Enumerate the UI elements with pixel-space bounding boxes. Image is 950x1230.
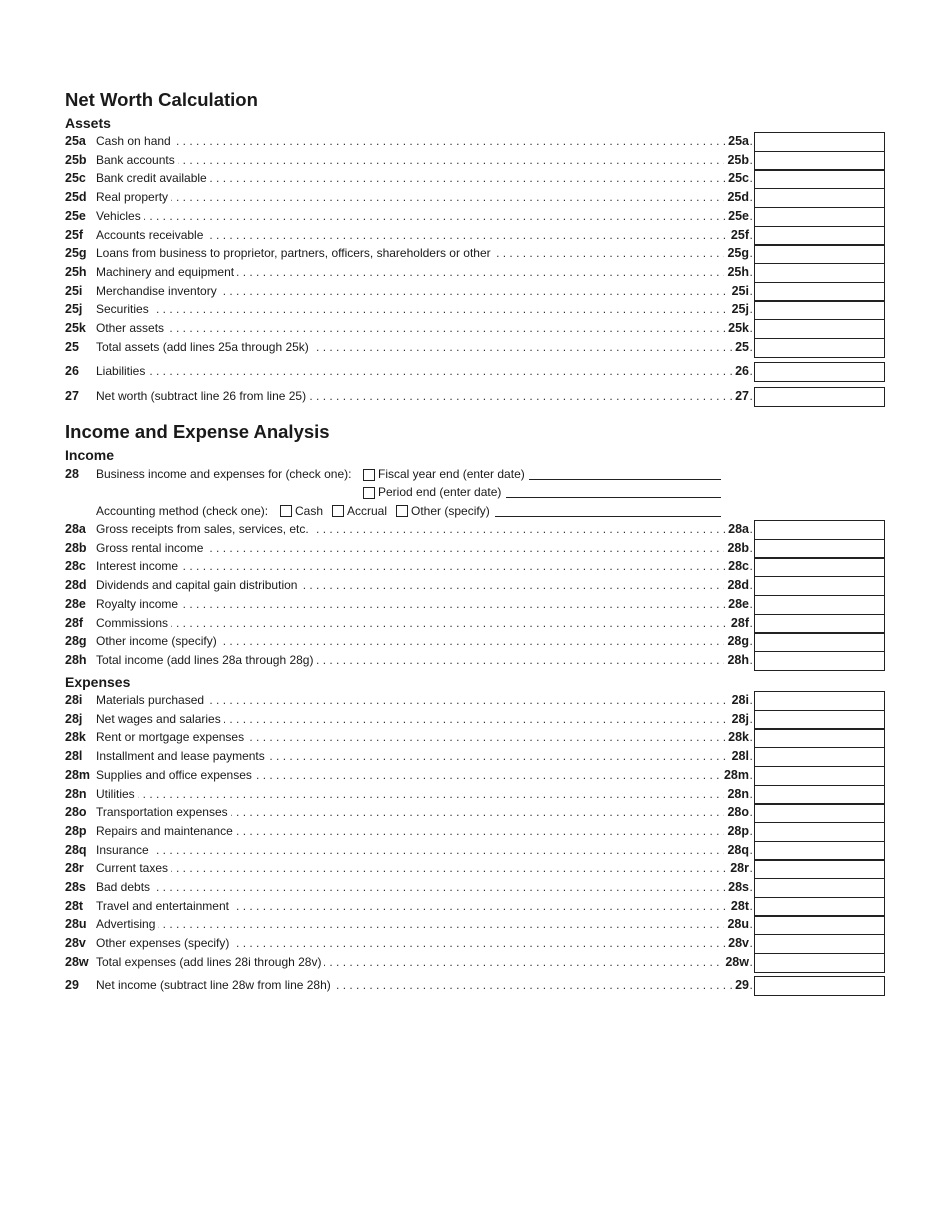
form-line-25b <box>65 151 885 170</box>
line-number: 28e <box>65 596 86 611</box>
line-label: Current taxes <box>96 861 171 875</box>
form-line-25a <box>65 132 885 151</box>
expenses-heading: Expenses <box>65 674 131 690</box>
line-number: 28l <box>65 749 83 764</box>
line-label: Insurance <box>96 843 152 857</box>
line-ref: 28o <box>724 805 749 819</box>
form-line-25f <box>65 226 885 245</box>
line-number: 28o <box>65 805 87 820</box>
period-end-date-field[interactable] <box>506 497 721 498</box>
line-label: Installment and lease payments <box>96 749 268 763</box>
line-label: Interest income <box>96 559 181 573</box>
amount-input[interactable] <box>754 691 885 711</box>
form-line-25k <box>65 319 885 338</box>
form-line-28r <box>65 859 885 878</box>
line-ref: 26 <box>732 364 749 378</box>
line-number: 25j <box>65 302 83 317</box>
form-line-27 <box>65 387 885 406</box>
amount-input[interactable] <box>754 263 885 283</box>
period-end-checkbox[interactable] <box>363 487 375 499</box>
amount-input[interactable] <box>754 362 885 382</box>
form-line-25j <box>65 300 885 319</box>
line-number: 25c <box>65 171 86 186</box>
amount-input[interactable] <box>754 614 885 634</box>
amount-input[interactable] <box>754 244 885 264</box>
amount-input[interactable] <box>754 976 885 996</box>
amount-input[interactable] <box>754 387 885 407</box>
form-line-28n <box>65 785 885 804</box>
income-expense-title: Income and Expense Analysis <box>65 421 330 442</box>
form-line-25d <box>65 188 885 207</box>
line-label: Dividends and capital gain distribution <box>96 578 300 592</box>
line-ref: 25h <box>724 265 749 279</box>
form-line-28c <box>65 557 885 576</box>
form-line-28j <box>65 710 885 729</box>
line-label: Liabilities <box>96 364 148 378</box>
line-ref: 28b <box>724 541 749 555</box>
line-number: 28b <box>65 540 87 555</box>
line-number: 28m <box>65 767 91 782</box>
line-ref: 28p <box>724 824 749 838</box>
cash-checkbox[interactable] <box>280 505 292 517</box>
line-number: 25f <box>65 227 84 242</box>
line-ref: 28w <box>722 955 749 969</box>
amount-input[interactable] <box>754 803 885 823</box>
line-ref: 25a <box>725 134 749 148</box>
form-line-28s <box>65 878 885 897</box>
line-ref: 28l <box>729 749 749 763</box>
assets-heading: Assets <box>65 115 111 131</box>
form-line-25c <box>65 169 885 188</box>
line-label: Travel and entertainment <box>96 899 232 913</box>
line-number: 28d <box>65 578 87 593</box>
line-label: Other income (specify) <box>96 634 220 648</box>
amount-input[interactable] <box>754 841 885 861</box>
form-line-28u <box>65 915 885 934</box>
line-label: Machinery and equipment <box>96 265 237 279</box>
line-label: Commissions <box>96 616 171 630</box>
line-label: Materials purchased <box>96 693 207 707</box>
line-ref: 28n <box>724 787 749 801</box>
other-method-checkbox[interactable] <box>396 505 408 517</box>
line-28-number: 28 <box>65 467 79 481</box>
line-number: 26 <box>65 364 79 378</box>
line-ref: 28u <box>724 917 749 931</box>
line-label: Advertising <box>96 917 158 931</box>
line-label: Merchandise inventory <box>96 284 220 298</box>
form-line-29 <box>65 976 885 995</box>
form-line-28t <box>65 897 885 916</box>
line-number: 28n <box>65 786 87 801</box>
line-ref: 25 <box>732 340 749 354</box>
amount-input[interactable] <box>754 576 885 596</box>
line-ref: 25j <box>729 302 749 316</box>
line-ref: 28i <box>729 693 749 707</box>
line-ref: 28v <box>725 936 749 950</box>
amount-input[interactable] <box>754 338 885 358</box>
line-ref: 25b <box>724 153 749 167</box>
form-line-28m <box>65 766 885 785</box>
line-number: 25b <box>65 152 87 167</box>
form-line-25h <box>65 263 885 282</box>
form-line-28v <box>65 934 885 953</box>
form-line-25e <box>65 207 885 226</box>
form-line-28f <box>65 614 885 633</box>
amount-input[interactable] <box>754 728 885 748</box>
line-ref: 28h <box>724 653 749 667</box>
line-label: Repairs and maintenance <box>96 824 236 838</box>
line-label: Utilities <box>96 787 138 801</box>
line-number: 28j <box>65 711 83 726</box>
amount-input[interactable] <box>754 319 885 339</box>
amount-input[interactable] <box>754 557 885 577</box>
form-line-25i <box>65 282 885 301</box>
line-label: Net wages and salaries <box>96 712 224 726</box>
line-number: 28f <box>65 615 84 630</box>
line-label: Real property <box>96 190 171 204</box>
amount-input[interactable] <box>754 169 885 189</box>
net-worth-title: Net Worth Calculation <box>65 89 258 110</box>
line-number: 25d <box>65 190 87 205</box>
line-number: 28i <box>65 693 83 707</box>
amount-input[interactable] <box>754 151 885 171</box>
amount-input[interactable] <box>754 300 885 320</box>
line-label: Bank credit available <box>96 171 210 185</box>
accrual-label: Accrual <box>347 504 388 518</box>
amount-input[interactable] <box>754 785 885 805</box>
line-number: 25 <box>65 339 79 354</box>
line-number: 28v <box>65 936 86 951</box>
line-label: Vehicles <box>96 209 144 223</box>
amount-input[interactable] <box>754 226 885 246</box>
line-label: Net worth (subtract line 26 from line 25) <box>96 389 309 403</box>
line-label: Supplies and office expenses <box>96 768 255 782</box>
fiscal-year-checkbox[interactable] <box>363 469 375 481</box>
line-number: 28u <box>65 917 87 932</box>
line-ref: 28f <box>728 616 749 630</box>
amount-input[interactable] <box>754 539 885 559</box>
line-ref: 28s <box>725 880 749 894</box>
amount-input[interactable] <box>754 207 885 227</box>
line-ref: 25f <box>728 228 749 242</box>
line-label: Rent or mortgage expenses <box>96 730 247 744</box>
line-label: Net income (subtract line 28w from line 28h) <box>96 978 334 992</box>
line-number: 28t <box>65 898 84 913</box>
line-ref: 25c <box>725 171 749 185</box>
form-line-28g <box>65 632 885 651</box>
form-line-28l <box>65 747 885 766</box>
line-label: Other expenses (specify) <box>96 936 232 950</box>
line-ref: 28g <box>724 634 749 648</box>
line-number: 28q <box>65 842 87 857</box>
accounting-method-label: Accounting method (check one): <box>96 504 269 518</box>
line-ref: 25k <box>725 321 749 335</box>
line-ref: 28k <box>725 730 749 744</box>
income-heading: Income <box>65 447 115 463</box>
fiscal-year-date-field[interactable] <box>529 479 721 480</box>
line-ref: 25i <box>729 284 749 298</box>
line-label: Accounts receivable <box>96 228 206 242</box>
form-line-28i <box>65 691 885 710</box>
line-number: 25h <box>65 264 87 279</box>
form-line-28o <box>65 803 885 822</box>
line-label: Total expenses (add lines 28i through 28v) <box>96 955 324 969</box>
amount-input[interactable] <box>754 859 885 879</box>
amount-input[interactable] <box>754 710 885 730</box>
other-method-label: Other (specify) <box>411 504 490 518</box>
form-line-28a <box>65 520 885 539</box>
line-number: 27 <box>65 389 79 403</box>
line-ref: 28r <box>727 861 749 875</box>
line-number: 25k <box>65 321 86 335</box>
line-number: 28h <box>65 652 87 667</box>
line-number: 28r <box>65 861 84 876</box>
line-ref: 28q <box>724 843 749 857</box>
amount-input[interactable] <box>754 953 885 973</box>
line-number: 28p <box>65 823 87 838</box>
line-number: 28c <box>65 559 86 574</box>
amount-input[interactable] <box>754 822 885 842</box>
line-ref: 28d <box>724 578 749 592</box>
line-ref: 28c <box>725 559 749 573</box>
form-line-25 <box>65 338 885 357</box>
form-line-28k <box>65 728 885 747</box>
amount-input[interactable] <box>754 766 885 786</box>
line-ref: 28t <box>728 899 749 913</box>
line-number: 25i <box>65 283 83 298</box>
line-label: Gross receipts from sales, services, etc. <box>96 522 312 536</box>
line-ref: 27 <box>732 389 749 403</box>
line-label: Transportation expenses <box>96 805 231 819</box>
line-ref: 25e <box>725 209 749 223</box>
fiscal-year-label: Fiscal year end (enter date) <box>378 467 525 481</box>
line-label: Other assets <box>96 321 167 335</box>
line-ref: 25g <box>724 246 749 260</box>
form-line-28b <box>65 539 885 558</box>
amount-input[interactable] <box>754 595 885 615</box>
form-line-25g <box>65 244 885 263</box>
form-line-28w <box>65 953 885 972</box>
line-number: 25g <box>65 246 87 261</box>
amount-input[interactable] <box>754 188 885 208</box>
accrual-checkbox[interactable] <box>332 505 344 517</box>
line-ref: 29 <box>732 978 749 992</box>
line-label: Total income (add lines 28a through 28g) <box>96 653 316 667</box>
form-line-28q <box>65 841 885 860</box>
line-number: 29 <box>65 978 79 992</box>
line-label: Gross rental income <box>96 541 206 555</box>
amount-input[interactable] <box>754 520 885 540</box>
other-method-specify-field[interactable] <box>495 516 721 517</box>
amount-input[interactable] <box>754 747 885 767</box>
line-ref: 28e <box>725 597 749 611</box>
period-end-label: Period end (enter date) <box>378 485 502 499</box>
line-number: 28g <box>65 634 87 649</box>
line-ref: 25d <box>724 190 749 204</box>
line-number: 28a <box>65 522 86 536</box>
form-line-28p <box>65 822 885 841</box>
form-line-28h <box>65 651 885 670</box>
amount-input[interactable] <box>754 132 885 152</box>
form-line-28d <box>65 576 885 595</box>
line-number: 28s <box>65 880 86 894</box>
line-label: Bank accounts <box>96 153 178 167</box>
line-number: 25a <box>65 134 86 148</box>
line-number: 28k <box>65 730 86 745</box>
line-label: Cash on hand <box>96 134 174 148</box>
form-line-26 <box>65 362 885 381</box>
amount-input[interactable] <box>754 897 885 917</box>
amount-input[interactable] <box>754 934 885 954</box>
amount-input[interactable] <box>754 915 885 935</box>
line-label: Bad debts <box>96 880 153 894</box>
line-28-label: Business income and expenses for (check one): <box>96 467 352 481</box>
line-number: 28w <box>65 954 89 969</box>
cash-label: Cash <box>295 504 324 518</box>
line-ref: 28m <box>721 768 749 782</box>
line-ref: 28a <box>725 522 749 536</box>
line-ref: 28j <box>729 712 749 726</box>
amount-input[interactable] <box>754 878 885 898</box>
form-line-28e <box>65 595 885 614</box>
line-label: Royalty income <box>96 597 181 611</box>
line-number: 25e <box>65 208 86 223</box>
amount-input[interactable] <box>754 632 885 652</box>
amount-input[interactable] <box>754 282 885 302</box>
amount-input[interactable] <box>754 651 885 671</box>
line-label: Total assets (add lines 25a through 25k) <box>96 340 312 354</box>
line-label: Loans from business to proprietor, partners, officers, shareholders or other <box>96 246 494 260</box>
line-label: Securities <box>96 302 152 316</box>
